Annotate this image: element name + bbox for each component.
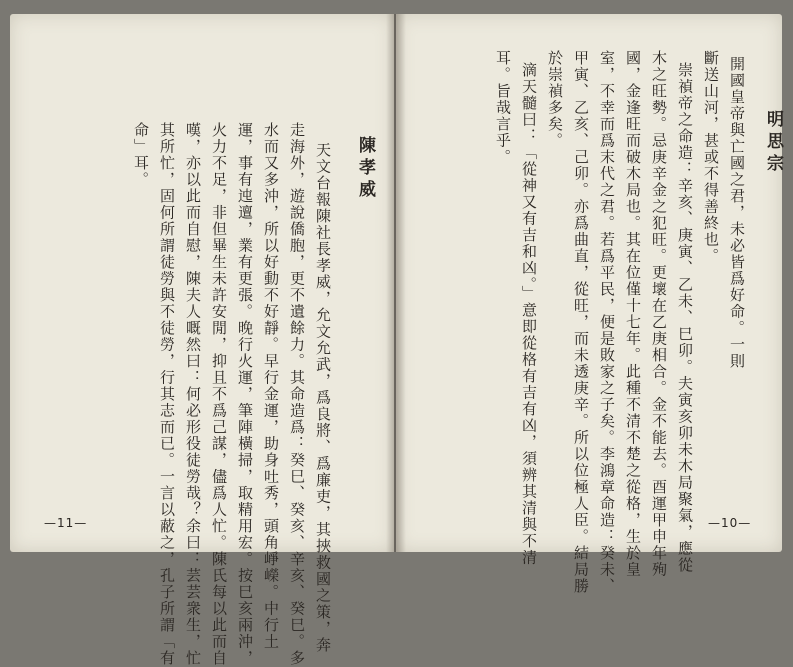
book-gutter: [386, 14, 406, 552]
text-column: 崇禎帝之命造：辛亥、庚寅、乙未、巳卯。夫寅亥卯未木局聚氣，應從: [676, 62, 694, 574]
text-column: 火力不足，非但畢生未許安閒，抑且不爲己謀，儘爲人忙。陳氏每以此而自: [210, 122, 228, 667]
text-column: 其所忙，固何所謂徒勞與不徒勞，行其志而已。一言以蔽之，孔子所謂「有: [158, 122, 176, 667]
text-column: 嘆，亦以此而自慰，陳夫人嘅然曰：何必形役徒勞哉？余曰：芸芸衆生，忙: [184, 122, 202, 667]
right-page: [396, 14, 783, 595]
text-column: 滴天髓曰：「從神又有吉和凶。」意即從格有吉有凶，須辨其清與不清: [520, 62, 538, 566]
text-column: 甲寅、乙亥、己卯。亦爲曲直，從旺，而未透庚辛。所以位極人臣。結局勝: [572, 50, 590, 595]
text-column: 於崇禎多矣。: [546, 50, 564, 149]
text-column: 國，金逢旺而破木局也。其在位僅十七年。此種不清不楚之從格，生於皇: [624, 50, 642, 578]
left-page-body: [128, 122, 378, 667]
open-book: [10, 14, 783, 667]
right-page-number: —10—: [708, 516, 752, 530]
text-column: 木之旺勢。忌庚辛金之犯旺。更壞在乙庚相合。金不能去。酉運甲申年殉: [650, 50, 668, 578]
left-page-number: —11—: [44, 516, 88, 530]
text-column: 耳。旨哉言乎。: [494, 50, 512, 166]
text-column: 走海外，遊說僑胞，更不遺餘力。其命造爲：癸巳、癸亥、辛亥、癸巳。多: [288, 122, 306, 667]
right-page-body: [490, 50, 786, 595]
text-column: 天文台報陳社長孝威，允文允武，爲良將、爲廉吏，其挾救國之策，奔: [314, 142, 332, 654]
left-page-heading: 陳孝威: [355, 136, 375, 202]
text-column: 運，事有迍邅，業有更張。晚行火運，筆陣橫掃，取精用宏。按巳亥兩沖，: [236, 122, 254, 667]
right-page-heading: 明思宗: [763, 110, 783, 176]
text-column: 命」耳。: [132, 122, 150, 188]
text-column: 室，不幸而爲末代之君。若爲平民，便是敗家之子矣。李鴻章命造：癸未、: [598, 50, 616, 595]
left-page: [10, 14, 394, 667]
text-column: 水而又多沖，所以好動不好靜。早行金運，助身吐秀，頭角崢嶸。中行土: [262, 122, 280, 650]
text-column: 開國皇帝與亡國之君，未必皆爲好命。一則: [728, 56, 746, 370]
text-column: 斷送山河，甚或不得善終也。: [702, 50, 720, 265]
